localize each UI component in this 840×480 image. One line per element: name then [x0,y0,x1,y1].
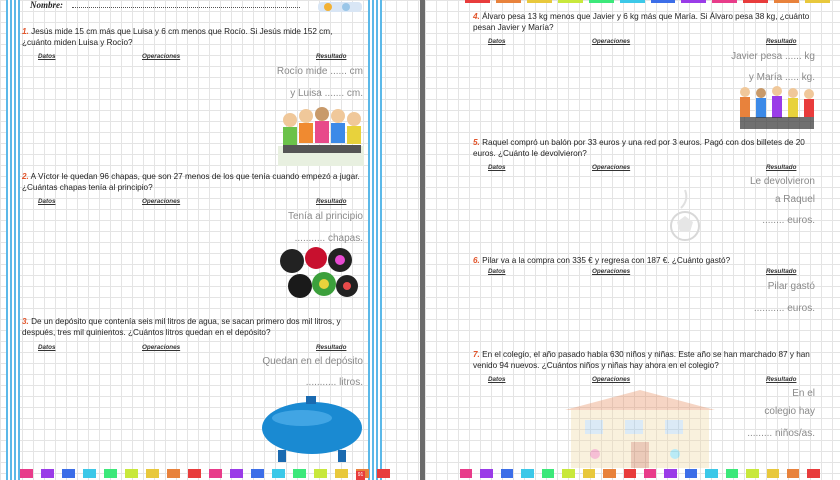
answer-line: Quedan en el depósito [262,356,363,367]
resultado-header: Resultado [316,344,347,351]
datos-header: Datos [488,164,506,171]
problem-text: Pilar va a la compra con 335 € y regresa con 187 €. ¿Cuánto gastó? [482,256,731,265]
answer-line: Rocío mide ...... cm [276,66,363,77]
resultado-header: Resultado [316,198,347,205]
problem-number: 7. [473,350,480,359]
resultado-header: Resultado [766,38,797,45]
problem-text: De un depósito que contenía seis mil litros de agua, se sacan primero dos mil litros, y después, tres mil quinientos. ¿Cuántos litros quedan en el depósito? [22,317,341,337]
name-label: Nombre: [30,0,63,10]
answer-line: Le devolvieron [749,176,815,187]
answer-line: ......... niños/as. [747,428,815,439]
answer-line: ........... chapas. [294,233,363,244]
problem-6 [473,255,813,266]
right-stripe-border [368,0,382,480]
answer-line: Javier pesa ...... kg [731,51,815,62]
name-field-line [72,7,300,8]
color-dash-border [20,469,390,478]
problem-4 [473,11,813,33]
answer-line: colegio hay [764,406,815,417]
problem-number: 6. [473,256,480,265]
water-tank-illustration [258,394,366,464]
answer-line: ........... euros. [753,303,815,314]
datos-header: Datos [38,53,56,60]
children-standing-illustration [735,84,817,132]
answer-line: y María ..... kg. [748,72,815,83]
problem-2 [22,171,362,193]
answer-line: En el [792,388,815,399]
color-dash-border [460,469,820,478]
children-group-illustration [278,104,364,166]
page-number: 91 [357,472,364,478]
datos-header: Datos [488,268,506,275]
problem-number: 5. [473,138,480,147]
answer-line: y Luisa ....... cm. [290,88,363,99]
datos-header: Datos [38,344,56,351]
problem-text: Álvaro pesa 13 kg menos que Javier y 6 kg más que María. Si Álvaro pesa 38 kg, ¿cuánto pesan Javier y María? [473,12,810,32]
worksheet-page-right [425,0,840,480]
problem-text: Raquel compró un balón por 33 euros y una red por 3 euros. Pagó con dos billetes de 20 euros. ¿Cuánto le devolvieron? [473,138,805,158]
resultado-header: Resultado [766,164,797,171]
problem-number: 3. [22,317,29,326]
problem-number: 1. [22,27,29,36]
datos-header: Datos [488,38,506,45]
datos-header: Datos [38,198,56,205]
answer-line: ........... litros. [305,377,363,388]
problem-text: A Víctor le quedan 96 chapas, que son 27 menos de los que tenía cuando empezó a jugar. ¿Cuántas chapas tenía al principio? [22,172,360,192]
problem-5 [473,137,813,159]
resultado-header: Resultado [316,53,347,60]
header-decoration-icon [316,0,366,14]
answer-line: a Raquel [774,194,815,205]
operaciones-header: Operaciones [142,53,181,60]
problem-3 [22,316,367,338]
bottle-caps-illustration [278,246,360,304]
answer-line: Tenía al principio [287,211,363,222]
operaciones-header: Operaciones [592,164,631,171]
problem-text: Jesús mide 15 cm más que Luisa y 6 cm menos que Rocío. Si Jesús mide 152 cm, ¿cuánto miden Luisa y Rocío? [22,27,333,47]
problem-1 [22,26,362,48]
faded-ball-illustration [667,186,703,244]
operaciones-header: Operaciones [142,344,181,351]
problem-number: 2. [22,172,29,181]
resultado-header: Resultado [766,268,797,275]
operaciones-header: Operaciones [592,268,631,275]
color-dash-border-top [465,0,830,3]
school-illustration [565,388,715,472]
operaciones-header: Operaciones [592,38,631,45]
datos-header: Datos [488,376,506,383]
answer-line: Pilar gastó [767,281,815,292]
left-stripe-border [6,0,20,480]
problem-number: 4. [473,12,480,21]
operaciones-header: Operaciones [142,198,181,205]
problem-7 [473,349,818,371]
answer-line: ........ euros. [762,215,815,226]
operaciones-header: Operaciones [592,376,631,383]
problem-text: En el colegio, el año pasado había 630 niños y niñas. Este año se han marchado 87 y han venido 94 nuevos. ¿Cuántos niños y niñas hay ahora en el colegio? [473,350,810,370]
resultado-header: Resultado [766,376,797,383]
